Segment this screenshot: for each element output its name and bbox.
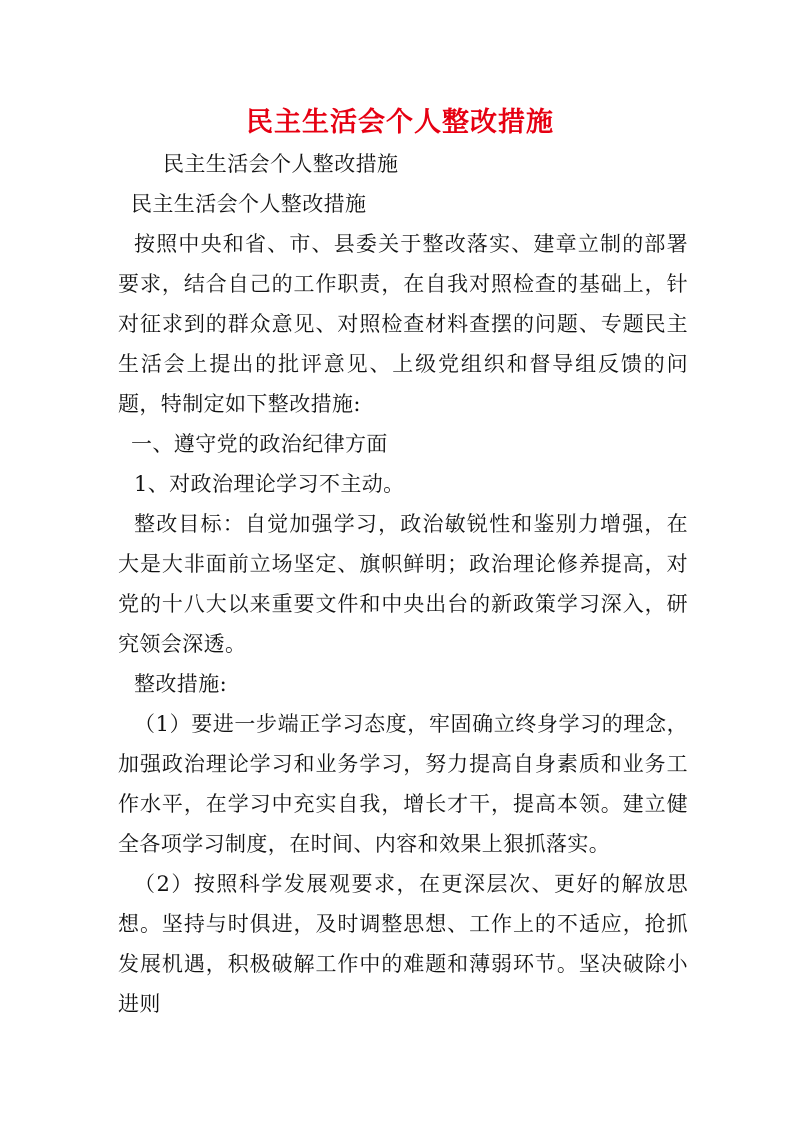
document-title: 民主生活会个人整改措施 (246, 107, 554, 138)
subtitle-paragraph: 民主生活会个人整改措施 (163, 152, 399, 176)
measure-paragraph-2: （2）按照科学发展观要求，在更深层次、更好的解放思想。坚持与时俱进，及时调整思想、工作上的不适应，抢抓发展机遇，积极破解工作中的难题和薄弱环节。坚决破除小进则 (118, 872, 688, 1016)
item-heading: 1、对政治理论学习不主动。 (134, 472, 405, 496)
intro-paragraph: 按照中央和省、市、县委关于整改落实、建章立制的部署要求，结合自己的工作职责，在自我对照检查的基础上，针对征求到的群众意见、对照检查材料查摆的问题、专题民主生活会上提出的批评意见、上级党组织和督导组反馈的问题，特制定如下整改措施: (118, 232, 688, 416)
document-body (118, 144, 688, 1024)
measure-paragraph-1: （1）要进一步端正学习态度，牢固确立终身学习的理念，加强政治理论学习和业务学习，努力提高自身素质和业务工作水平，在学习中充实自我，增长才干，提高本领。建立健全各项学习制度，在时间、内容和效果上狠抓落实。 (118, 712, 688, 856)
section-heading: 一、遵守党的政治纪律方面 (131, 432, 388, 456)
measures-label: 整改措施: (134, 672, 228, 696)
goal-paragraph: 整改目标：自觉加强学习，政治敏锐性和鉴别力增强，在大是大非面前立场坚定、旗帜鲜明；政治理论修养提高，对党的十八大以来重要文件和中央出台的新政策学习深入，研究领会深透。 (118, 512, 688, 656)
heading-paragraph: 民主生活会个人整改措施 (131, 192, 367, 216)
